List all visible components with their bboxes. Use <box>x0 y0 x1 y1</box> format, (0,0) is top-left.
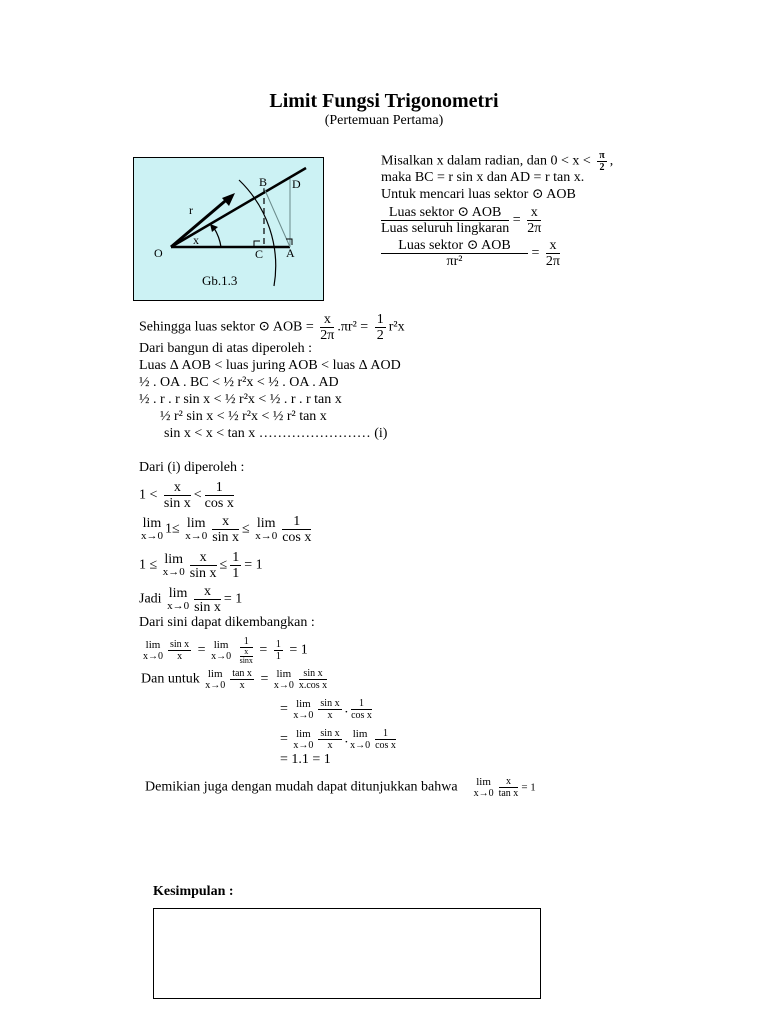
label-C: C <box>255 247 264 261</box>
develop-text: Dari sini dapat dikembangkan : <box>139 615 315 630</box>
intro-line-1: Misalkan x dalam radian, dan 0 < x < $\frac{\pi}{2}$ , <box>381 150 614 173</box>
label-x: x <box>193 233 199 247</box>
inequality-2: ½ . r . r sin x < ½ r²x < ½ . r . r tan x <box>139 392 342 407</box>
sector-area-equation: Sehingga luas sektor ⊙ AOB = $\frac{x}{2\pi}$ .πr² = $\frac{1}{2}$ r²x <box>139 312 405 343</box>
limit-inequality: lim x→0 1≤ lim x→0 $\frac{x}{\text{sin x}}$ ≤ lim x→0 $\frac{1}{\text{cos x}}$ <box>141 514 312 545</box>
angle-arrow-icon <box>210 224 218 232</box>
limit-tanx-step-2: = lim x→0 $\frac{\text{sin x}}{x}$ . $\frac{1}{\text{cos x}}$ <box>280 697 372 721</box>
inequality-1: ½ . OA . BC < ½ r²x < ½ . OA . AD <box>139 375 339 390</box>
ratio-equation-2: $\frac{\text{Luas sektor ⊙ AOB}}{\text{πr²}}$ = $\frac{x}{2\pi}$ <box>381 238 563 269</box>
derive-intro: Dari bangun di atas diperoleh : <box>139 341 313 356</box>
limit-x-over-tanx: Demikian juga dengan mudah dapat ditunjukkan bahwa lim x→0 $\frac{x}{\text{tan x}}$ = 1 <box>145 775 536 799</box>
limit-conclusion: Jadi lim x→0 $\frac{x}{\text{sin x}}$ = 1 <box>139 584 243 615</box>
page-subtitle: (Pertemuan Pertama) <box>324 113 444 128</box>
arrow-head-icon <box>222 193 235 206</box>
limit-tanx-line: Dan untuk lim x→0 $\frac{\text{tan x}}{x}$ = lim x→0 $\frac{\text{sin x}}{\text{x.cos x}}$ <box>141 667 328 691</box>
label-D: D <box>292 177 301 191</box>
figure-sector-diagram <box>133 157 324 301</box>
inequality-i: sin x < x < tan x …………………… (i) <box>164 426 388 441</box>
limit-tanx-step-3: = lim x→0 $\frac{\text{sin x}}{x}$ . lim x→0 $\frac{1}{\text{cos x}}$ <box>280 727 396 751</box>
intro-line-2: maka BC = r sin x dan AD = r tan x. <box>381 170 585 185</box>
label-O: O <box>154 246 163 260</box>
label-B: B <box>259 175 268 189</box>
ratio-equation-1: $\frac{\text{Luas sektor ⊙ AOB}}{\text{Luas seluruh lingkaran}}$ = $\frac{x}{2\pi}$ <box>381 205 542 236</box>
intro-line-3: Untuk mencari luas sektor ⊙ AOB <box>381 187 576 202</box>
label-A: A <box>286 246 295 260</box>
limit-sinx-over-x: lim x→0 $\frac{\text{sin x}}{x}$ = lim x→0 $\frac{1}{\frac{x}{\sin x}}$ = $\frac{1}{1}$ = 1 <box>143 636 308 665</box>
from-i-text: Dari (i) diperoleh : <box>139 460 245 475</box>
segment-BA <box>264 188 290 247</box>
page-title: Limit Fungsi Trigonometri <box>269 90 499 112</box>
inequality-3: ½ r² sin x < ½ r²x < ½ r² tan x <box>160 409 327 424</box>
inequality-reciprocal: 1 < $\frac{x}{\text{sin x}}$ < $\frac{1}{\text{cos x}}$ <box>139 480 234 511</box>
label-r: r <box>189 203 193 217</box>
conclusion-box[interactable] <box>153 908 541 999</box>
conclusion-label: Kesimpulan : <box>153 884 234 899</box>
radius-arrow <box>171 196 231 247</box>
limit-squeeze: 1 ≤ lim x→0 $\frac{x}{\text{sin x}}$ ≤ $\frac{1}{1}$ = 1 <box>139 550 263 581</box>
limit-tanx-result: = 1.1 = 1 <box>280 752 331 767</box>
area-inequality: Luas Δ AOB < luas juring AOB < luas Δ AOD <box>139 358 401 373</box>
figure-caption: Gb.1.3 <box>202 273 238 288</box>
